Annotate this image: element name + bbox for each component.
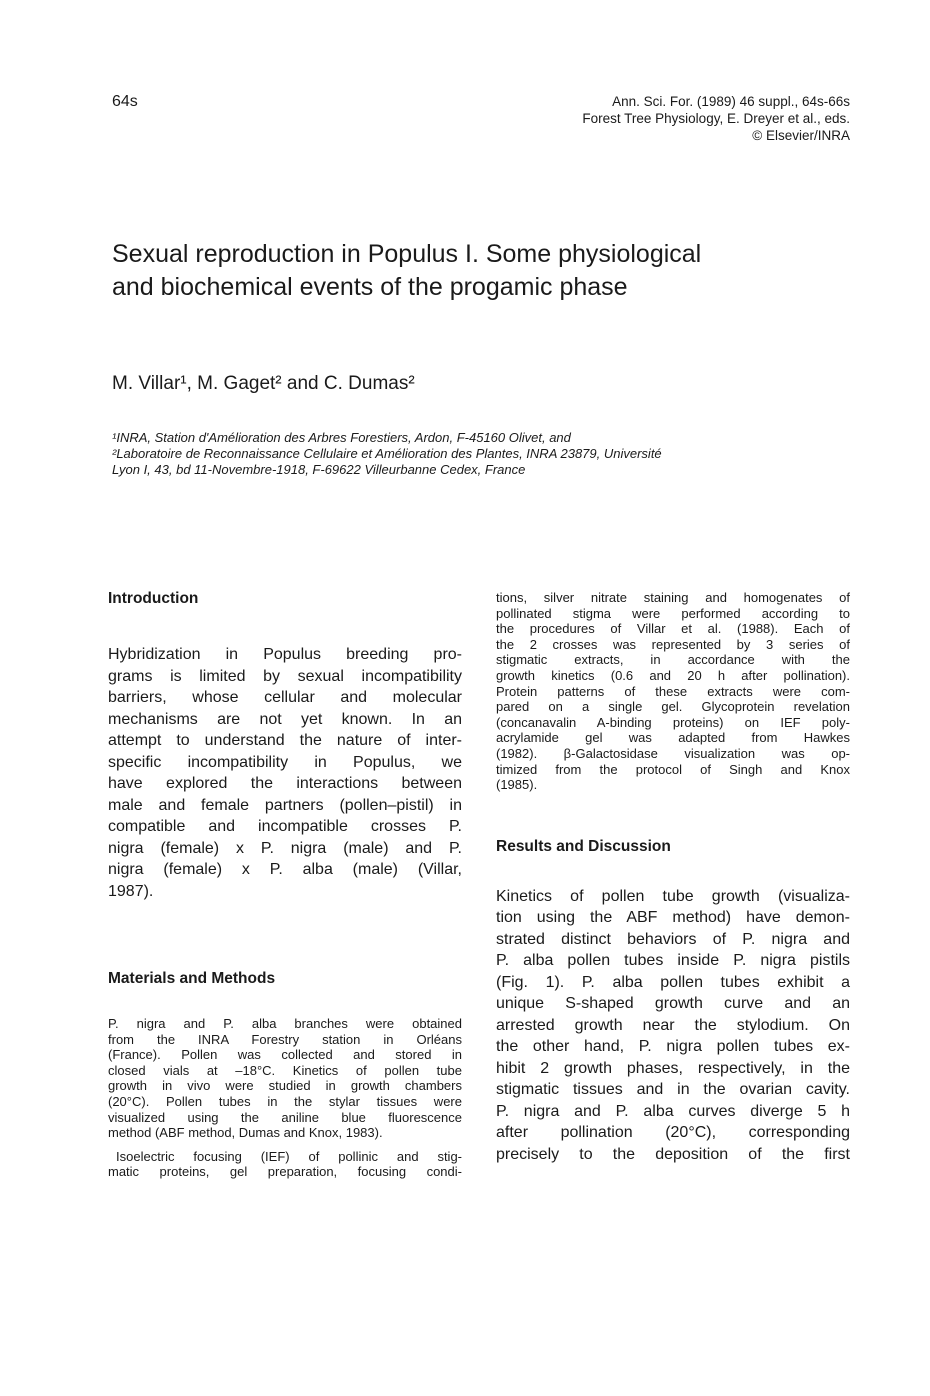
- text-line: timized from the protocol of Singh and Knox: [496, 761, 850, 777]
- text-line: (France). Pollen was collected and stored in: [108, 1047, 462, 1063]
- text-line: Hybridization in Populus breeding pro-: [108, 646, 462, 663]
- text-line: mechanisms are not yet known. In an: [108, 710, 462, 728]
- text-line: closed vials at –18°C. Kinetics of pollen tube: [108, 1062, 462, 1078]
- text-line: compatible and incompatible crosses P.: [108, 818, 462, 835]
- journal-line: © Elsevier/INRA: [752, 128, 850, 143]
- introduction-text: [108, 644, 462, 902]
- journal-citation: [582, 93, 850, 144]
- text-line: tion using the ABF method) have demon-: [496, 909, 850, 927]
- text-line: precisely to the deposition of the first: [496, 1145, 850, 1163]
- text-line: unique S-shaped growth curve and an: [496, 995, 850, 1013]
- text-line: visualized using the aniline blue fluorescence: [108, 1109, 462, 1125]
- text-line: 1987).: [108, 882, 154, 900]
- text-line: (20°C). Pollen tubes in the stylar tissues were: [108, 1093, 462, 1109]
- methods-paragraph-2: [108, 1149, 462, 1180]
- text-line: P. nigra and P. alba curves diverge 5 h: [496, 1102, 850, 1120]
- text-line: arrested growth near the stylodium. On: [496, 1016, 850, 1034]
- title-line: and biochemical events of the progamic phase: [112, 273, 628, 301]
- text-line: nigra (female) x P. alba (male) (Villar,: [108, 861, 462, 878]
- text-line: stigmatic tissues and in the ovarian cavity.: [496, 1081, 850, 1099]
- text-line: have explored the interactions between: [108, 775, 462, 792]
- text-line: (Fig. 1). P. alba pollen tubes exhibit a: [496, 973, 850, 991]
- affiliation: Lyon I, 43, bd 11-Novembre-1918, F-69622 Villeurbanne Cedex, France: [112, 462, 526, 477]
- text-line: nigra (female) x P. nigra (male) and P.: [108, 839, 462, 857]
- text-line: growth in vivo were studied in growth chambers: [108, 1078, 462, 1094]
- text-line: tions, silver nitrate staining and homogenates of: [496, 590, 850, 605]
- text-line: pollinated stigma were performed according to: [496, 605, 850, 621]
- text-line: the other hand, P. nigra pollen tubes ex-: [496, 1038, 850, 1056]
- journal-line: Forest Tree Physiology, E. Dreyer et al., eds.: [582, 111, 850, 126]
- right-column: [496, 590, 850, 1165]
- text-line: hibit 2 growth phases, respectively, in the: [496, 1059, 850, 1077]
- journal-line: Ann. Sci. For. (1989) 46 suppl., 64s-66s: [612, 94, 850, 109]
- text-line: barriers, whose cellular and molecular: [108, 689, 462, 706]
- text-line: (1985).: [496, 777, 538, 793]
- affiliation: ²Laboratoire de Reconnaissance Cellulaire et Amélioration des Plantes, INRA 23879, Université: [112, 446, 662, 461]
- section-heading-results: Results and Discussion: [496, 837, 671, 855]
- text-line: male and female partners (pollen–pistil) in: [108, 796, 462, 814]
- text-line: (concanavalin A-binding proteins) on IEF poly-: [496, 714, 850, 730]
- page-number: 64s: [112, 93, 138, 110]
- affiliations: [112, 430, 852, 478]
- authors: M. Villar¹, M. Gaget² and C. Dumas²: [112, 373, 415, 394]
- left-column: [108, 590, 462, 1180]
- text-line: from the INRA Forestry station in Orléans: [108, 1031, 462, 1047]
- text-line: P. nigra and P. alba branches were obtained: [108, 1016, 462, 1031]
- text-line: pared on a single gel. Glycoprotein revelation: [496, 699, 850, 715]
- text-line: (1982). β-Galactosidase visualization was op-: [496, 745, 850, 761]
- section-heading-methods: Materials and Methods: [108, 970, 276, 987]
- text-line: Isoelectric focusing (IEF) of pollinic and stig-: [116, 1148, 462, 1164]
- methods-paragraph-1: [108, 1016, 462, 1141]
- text-line: the procedures of Villar et al. (1988). Each of: [496, 621, 850, 637]
- text-line: the 2 crosses was represented by 3 series of: [496, 636, 850, 652]
- text-line: Kinetics of pollen tube growth (visualiza-: [496, 887, 850, 905]
- text-line: stigmatic extracts, in accordance with the: [496, 652, 850, 668]
- affiliation: ¹INRA, Station d'Amélioration des Arbres Forestiers, Ardon, F-45160 Olivet, and: [112, 430, 571, 445]
- title-line: Sexual reproduction in Populus I. Some physiological: [112, 240, 702, 268]
- text-line: attempt to understand the nature of inter-: [108, 732, 462, 749]
- text-line: strated distinct behaviors of P. nigra and: [496, 930, 850, 948]
- text-line: P. alba pollen tubes inside P. nigra pistils: [496, 952, 850, 970]
- text-line: after pollination (20°C), corresponding: [496, 1124, 850, 1142]
- section-heading-introduction: Introduction: [108, 590, 199, 607]
- text-line: acrylamide gel was adapted from Hawkes: [496, 730, 850, 746]
- text-line: growth kinetics (0.6 and 20 h after pollination).: [496, 667, 850, 683]
- methods-continued: [496, 590, 850, 793]
- text-line: grams is limited by sexual incompatibility: [108, 667, 462, 685]
- results-text: [496, 886, 850, 1166]
- article-title: [112, 238, 832, 304]
- text-line: matic proteins, gel preparation, focusing condi-: [108, 1164, 462, 1180]
- text-line: Protein patterns of these extracts were com-: [496, 683, 850, 699]
- text-line: specific incompatibility in Populus, we: [108, 753, 462, 771]
- text-line: method (ABF method, Dumas and Knox, 1983).: [108, 1125, 383, 1141]
